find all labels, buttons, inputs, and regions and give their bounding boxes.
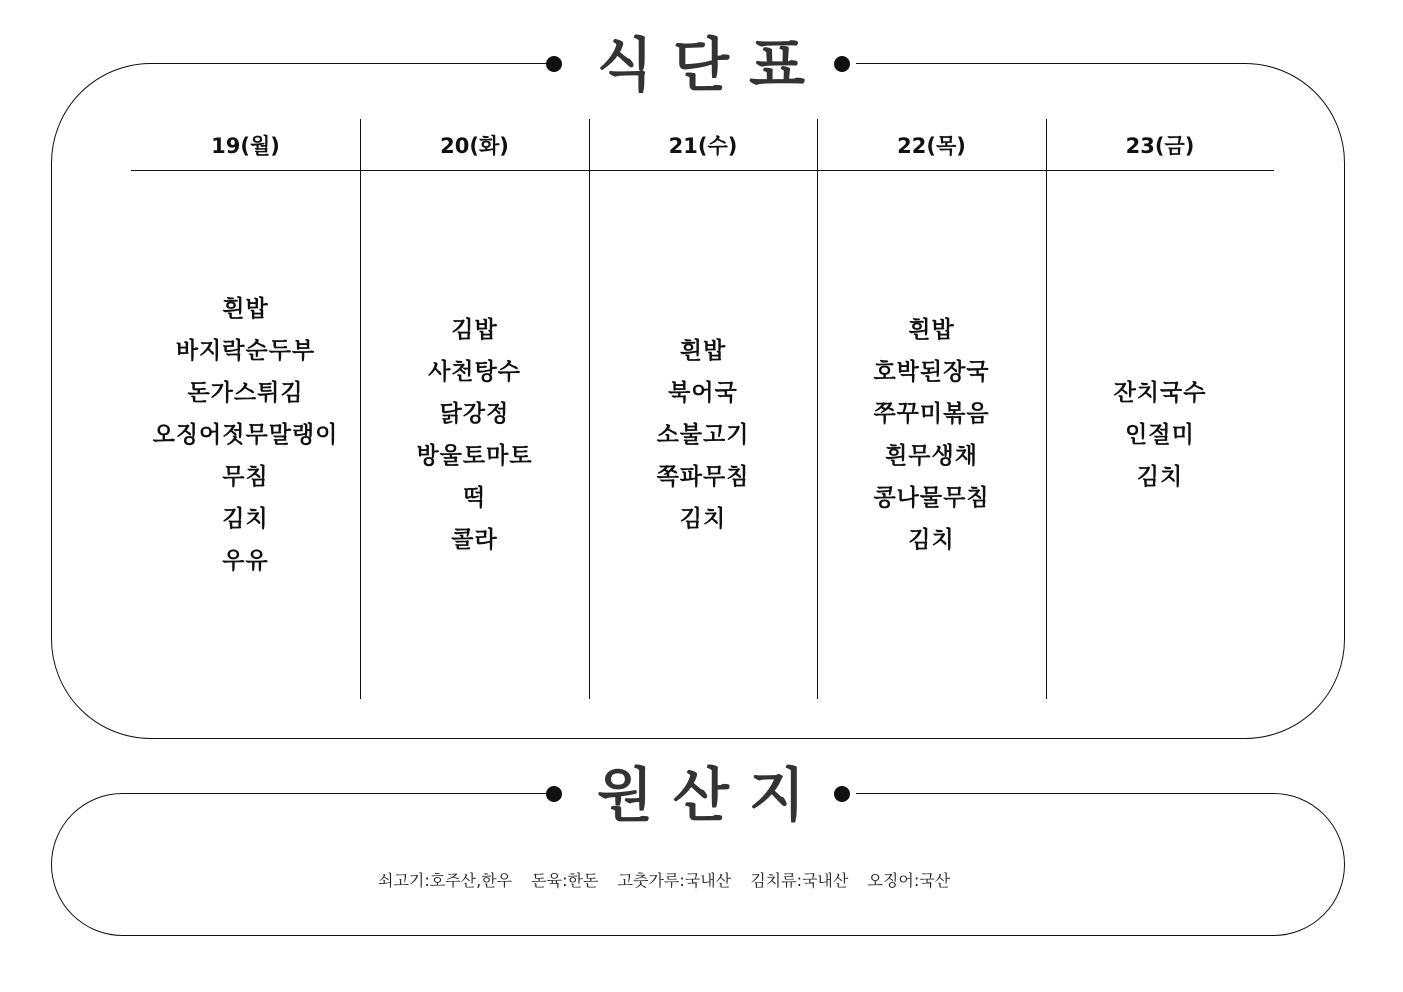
- title-dot-left: [546, 56, 562, 72]
- day-menu-list: [817, 170, 1046, 699]
- menu-item: 김치: [679, 505, 727, 532]
- day-column-wed: [589, 119, 817, 699]
- day-column-fri: [1046, 119, 1274, 699]
- menu-title-strip: [546, 28, 856, 102]
- origin-title: 원산지: [596, 761, 826, 829]
- menu-item: 돈가스튀김: [187, 379, 304, 406]
- origin-pork: 돈육:한돈: [531, 871, 599, 890]
- menu-item: 흰밥: [222, 295, 269, 322]
- day-header: 19(월): [211, 133, 280, 158]
- menu-item: 콜라: [451, 526, 498, 553]
- menu-item: 쭈꾸미볶음: [873, 400, 990, 427]
- day-header: 20(화): [440, 133, 509, 158]
- day-header: 23(금): [1125, 133, 1195, 158]
- day-menu-list: [1046, 170, 1274, 699]
- day-menu-list: [360, 170, 589, 699]
- day-column-mon: [131, 119, 360, 699]
- menu-item: 김치: [1136, 463, 1184, 490]
- origin-info: [378, 868, 950, 891]
- day-menu-list: [131, 170, 360, 699]
- origin-beef: 쇠고기:호주산,한우: [378, 871, 513, 890]
- menu-item: 사천탕수: [428, 358, 521, 385]
- day-header: 22(목): [897, 133, 966, 158]
- menu-title: 식단표: [596, 31, 826, 99]
- origin-squid: 오징어:국산: [867, 871, 951, 890]
- menu-item: 인절미: [1125, 421, 1195, 448]
- origin-chili: 고춧가루:국내산: [617, 871, 732, 890]
- menu-item: 무침: [222, 463, 269, 490]
- origin-kimchi: 김치류:국내산: [750, 871, 849, 890]
- day-menu-list: [589, 170, 817, 699]
- menu-item: 콩나물무침: [873, 484, 990, 511]
- title-dot-right: [834, 56, 850, 72]
- menu-item: 바지락순두부: [175, 337, 316, 364]
- menu-item: 우유: [222, 547, 269, 574]
- menu-item: 쪽파무침: [656, 463, 750, 490]
- origin-title-strip: [546, 758, 856, 832]
- day-column-tue: [360, 119, 589, 699]
- menu-item: 흰밥: [679, 337, 727, 364]
- title-dot-right: [834, 786, 850, 802]
- menu-item: 김치: [908, 526, 955, 553]
- menu-item: 김치: [222, 505, 269, 532]
- menu-item: 북어국: [668, 379, 738, 406]
- menu-item: 방울토마토: [416, 442, 533, 469]
- menu-item: 흰무생채: [885, 442, 978, 469]
- menu-item: 떡: [462, 484, 487, 511]
- menu-item: 호박된장국: [873, 358, 990, 385]
- menu-item: 흰밥: [908, 316, 955, 343]
- menu-item: 김밥: [451, 316, 498, 343]
- menu-item: 잔치국수: [1113, 379, 1207, 406]
- menu-item: 오징어젓무말랭이: [152, 421, 339, 448]
- menu-item: 소불고기: [656, 421, 750, 448]
- menu-item: 닭강정: [439, 400, 510, 427]
- day-column-thu: [817, 119, 1046, 699]
- title-dot-left: [546, 786, 562, 802]
- day-header: 21(수): [668, 133, 738, 158]
